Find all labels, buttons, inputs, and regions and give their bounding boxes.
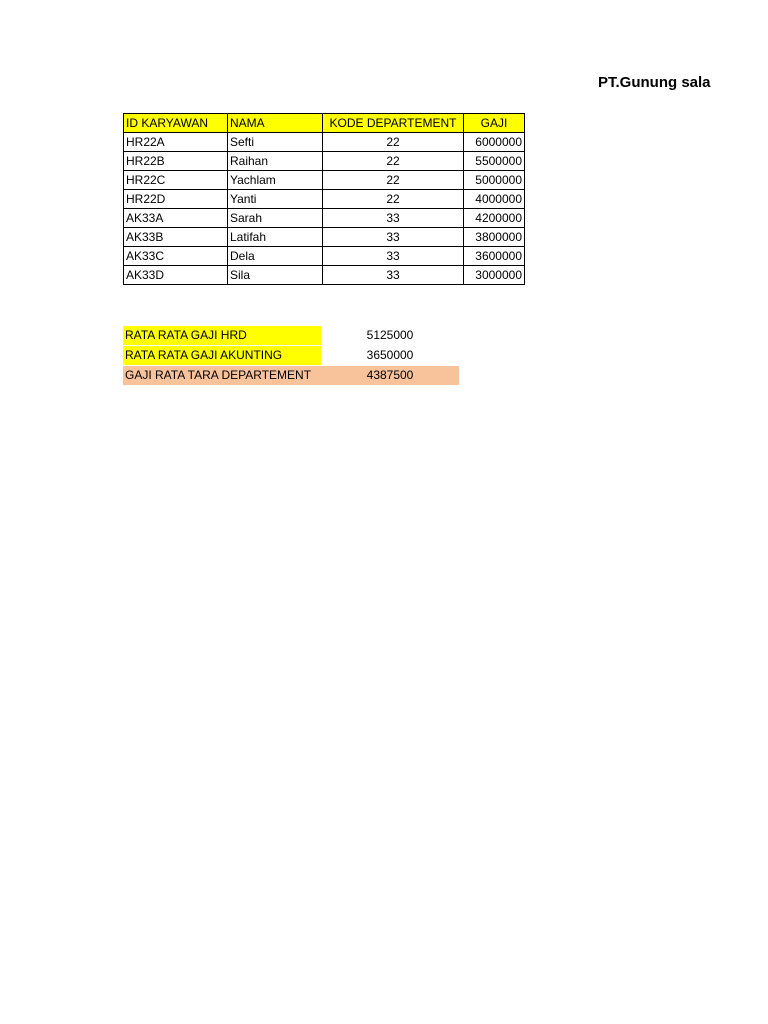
cell-id: AK33B <box>124 228 228 247</box>
summary-label: GAJI RATA TARA DEPARTEMENT <box>123 366 321 385</box>
cell-nama: Sarah <box>228 209 323 228</box>
cell-id: AK33C <box>124 247 228 266</box>
summary-row-overall <box>123 366 459 385</box>
cell-gaji: 5500000 <box>464 152 525 171</box>
table-row <box>124 228 525 247</box>
table-row <box>124 190 525 209</box>
summary-value: 4387500 <box>321 366 459 385</box>
cell-id: HR22A <box>124 133 228 152</box>
table-row <box>124 133 525 152</box>
summary-label: RATA RATA GAJI AKUNTING <box>123 346 321 365</box>
cell-kode: 33 <box>323 266 464 285</box>
cell-id: AK33A <box>124 209 228 228</box>
table-header-row <box>124 114 525 133</box>
summary-value: 5125000 <box>366 328 414 342</box>
cell-id: HR22B <box>124 152 228 171</box>
header-id-karyawan: ID KARYAWAN <box>124 114 228 133</box>
cell-gaji: 4000000 <box>464 190 525 209</box>
cell-nama: Raihan <box>228 152 323 171</box>
cell-nama: Sila <box>228 266 323 285</box>
summary-row-hrd <box>123 326 459 345</box>
cell-kode: 22 <box>323 190 464 209</box>
cell-kode: 22 <box>323 133 464 152</box>
cell-nama: Dela <box>228 247 323 266</box>
table-row <box>124 266 525 285</box>
table-row <box>124 171 525 190</box>
cell-kode: 22 <box>323 152 464 171</box>
cell-kode: 33 <box>323 247 464 266</box>
cell-kode: 33 <box>323 209 464 228</box>
cell-gaji: 6000000 <box>464 133 525 152</box>
cell-gaji: 3800000 <box>464 228 525 247</box>
cell-gaji: 3600000 <box>464 247 525 266</box>
header-kode-departement: KODE DEPARTEMENT <box>323 114 464 133</box>
employee-table <box>123 113 525 285</box>
summary-row-akunting <box>123 346 459 365</box>
cell-kode: 33 <box>323 228 464 247</box>
company-title: PT.Gunung sala <box>598 74 711 91</box>
cell-gaji: 3000000 <box>464 266 525 285</box>
summary-label: RATA RATA GAJI HRD <box>123 326 321 345</box>
cell-gaji: 5000000 <box>464 171 525 190</box>
cell-gaji: 4200000 <box>464 209 525 228</box>
table-row <box>124 152 525 171</box>
cell-kode: 22 <box>323 171 464 190</box>
cell-nama: Sefti <box>228 133 323 152</box>
header-gaji: GAJI <box>464 114 525 133</box>
cell-nama: Yachlam <box>228 171 323 190</box>
summary-value: 3650000 <box>366 348 414 362</box>
cell-id: AK33D <box>124 266 228 285</box>
cell-id: HR22C <box>124 171 228 190</box>
table-row <box>124 247 525 266</box>
cell-id: HR22D <box>124 190 228 209</box>
salary-summary <box>123 326 459 386</box>
table-row <box>124 209 525 228</box>
header-nama: NAMA <box>228 114 323 133</box>
cell-nama: Yanti <box>228 190 323 209</box>
cell-nama: Latifah <box>228 228 323 247</box>
